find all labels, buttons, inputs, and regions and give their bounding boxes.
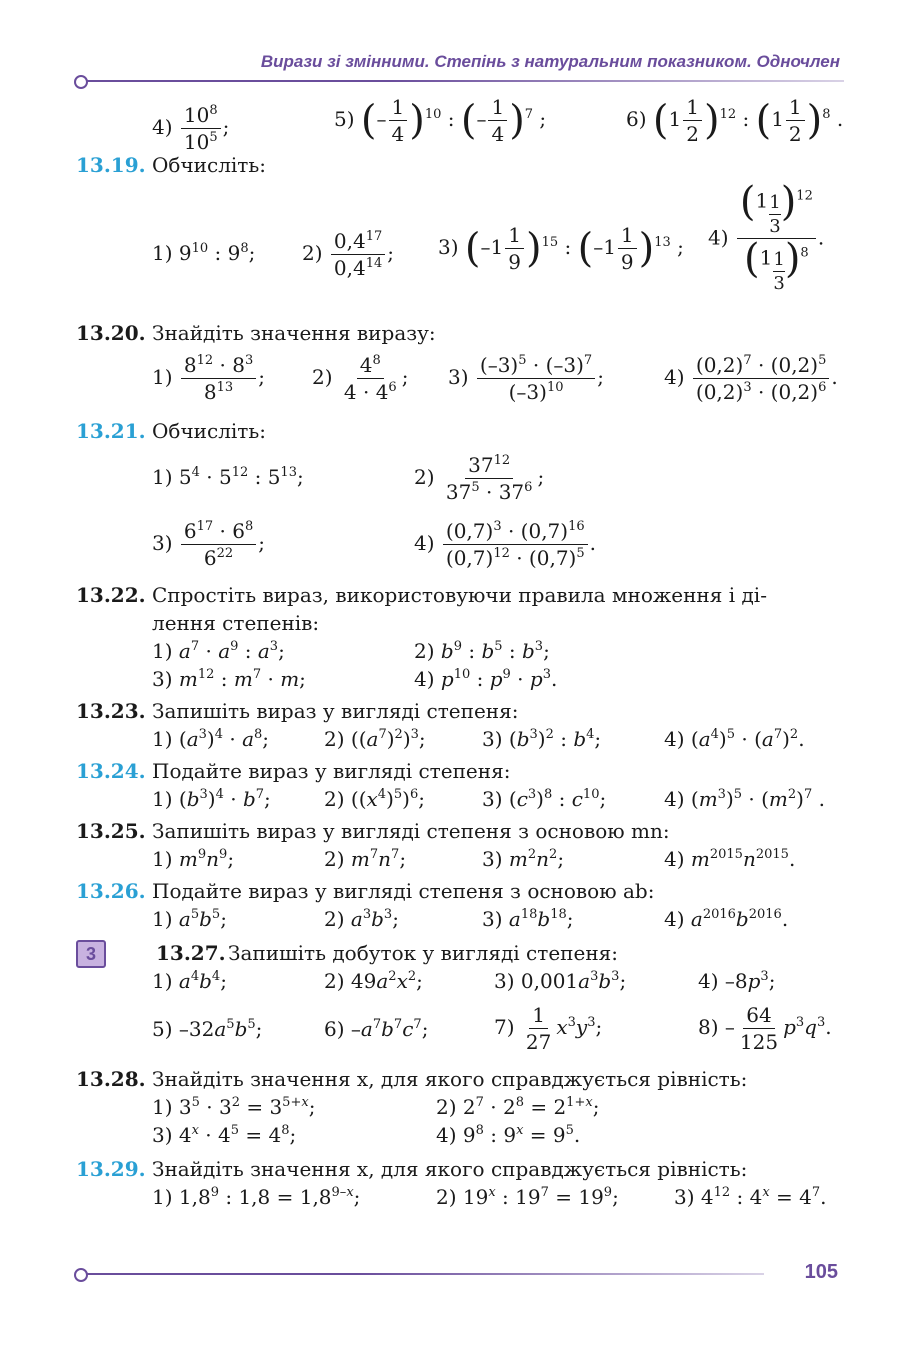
exercise-number: 13.27. [156,941,226,965]
item-6: 6) $-a^7b^7c^7$; [324,1017,429,1041]
exercise-text: Обчисліть: [152,419,266,443]
exercise-number: 13.28. [76,1067,146,1091]
exercise-13-23 [76,698,846,726]
item-4: 4) $-8p^3$; [698,969,776,993]
footer-rule-ring [74,1268,88,1282]
exercise-13-27-items-a [76,968,846,1000]
item-1: 1) $a^7 \cdot a^9$ : $a^3$; [152,639,285,663]
exercise-13-22 [76,582,846,610]
exercise-13-20-items [76,350,846,418]
item-3: 3) $\frac{6^{17} \cdot 6^8}{6^{22}}$ ; [152,519,265,570]
exercise-13-21-items-a [76,448,846,514]
item-1: 1) $m^9n^9$; [152,847,235,871]
item-5: 5) (– $\frac{1}{4}$ )$^{10}$ : (– $\frac{1}{4}$ )$^7$ ; [334,95,547,146]
item-5: 5) $-32a^5b^5$; [152,1017,263,1041]
item-3: 3) $(c^3)^8$ : $c^{10}$; [482,787,607,811]
item-2: 2) $\frac{0,4^{17}}{0,4^{14}}$ ; [302,229,394,280]
exercise-13-27-items-b [76,1000,846,1066]
item-2: 2) $((a^7)^2)^3$; [324,727,426,751]
footer-rule [84,1273,764,1275]
exercise-13-25-items [76,846,846,878]
item-2: 2) $a^3b^3$; [324,907,399,931]
running-header: Вирази зі змінними. Степінь з натуральним показником. Одночлен [260,52,840,71]
header-rule [84,80,844,82]
exercise-13-24-items [76,786,846,818]
item-3: 3) $0,001a^3b^3$; [494,969,627,993]
exercise-13-28 [76,1066,846,1094]
exercise-13-25 [76,818,846,846]
exercise-text: Спростіть вираз, використовуючи правила множення і ді- [152,583,767,607]
item-2: 2) $((x^4)^5)^6$; [324,787,425,811]
item-4: 4) $\frac{(0,2)^7 \cdot (0,2)^5}{(0,2)^3 \cdot (0,2)^6}$ . [664,353,838,404]
exercise-number: 13.23. [76,699,146,723]
item-1: 1) $(a^3)^4 \cdot a^8$; [152,727,270,751]
exercise-13-22-items-a [76,638,846,666]
item-3: 3) $4^x \cdot 4^5 = 4^8$; [152,1123,297,1147]
item-3: 3) $a^{18}b^{18}$; [482,907,574,931]
item-1: 1) $a^4b^4$; [152,969,227,993]
exercise-number: 13.24. [76,759,146,783]
exercise-number: 13.20. [76,321,146,345]
item-4: 4) $p^{10}$ : $p^9 \cdot p^3$. [414,667,558,691]
page-number: 105 [804,1261,838,1283]
exercise-13-21 [76,418,846,448]
item-2: 2) $m^7n^7$; [324,847,407,871]
item-3: 3) $4^{12}$ : $4^x = 4^7$. [674,1185,827,1209]
item-4: 4) $\frac{10^8}{10^5}$ ; [152,103,230,154]
item-1: 1) $(b^3)^4 \cdot b^7$; [152,787,271,811]
exercise-number: 13.22. [76,583,146,607]
item-1: 1) $9^{10}$ : $9^8$; [152,241,256,265]
exercise-13-28-items-b [76,1122,846,1156]
exercise-13-26-items [76,906,846,940]
item-4: 4) $9^8$ : $9^x = 9^5$. [436,1123,581,1147]
item-3: 3) $m^{12}$ : $m^7 \cdot m$; [152,667,306,691]
exercise-text: Подайте вираз у вигляді степеня з основою ab: [152,879,655,903]
header-rule-ring [74,75,88,89]
exercise-13-29-items [76,1184,846,1214]
exercise-13-28-items-a [76,1094,846,1122]
exercise-13-20 [76,320,846,350]
exercise-text: Запишіть вираз у вигляді степеня з основою mn: [152,819,670,843]
item-2: 2) $b^9$ : $b^5$ : $b^3$; [414,639,550,663]
exercise-number: 13.19. [76,153,146,177]
item-4: 4) $\frac{(0,7)^3 \cdot (0,7)^{16}}{(0,7)^{12} \cdot (0,7)^5}$ . [414,519,596,570]
item-3: 3) (–1 $\frac{1}{9}$ )$^{15}$ : (–1 $\frac{1}{9}$ )$^{13}$ ; [438,223,684,274]
exercise-13-23-items [76,726,846,758]
exercise-13-19 [76,152,846,182]
item-8: 8) – $\frac{64}{125}$ $p^3q^3$. [698,1003,832,1054]
item-4: 4) $(a^4)^5 \cdot (a^7)^2$. [664,727,805,751]
exercise-13-18-items [76,90,846,152]
exercise-number: 13.21. [76,419,146,443]
item-4: 4) (1 $\frac{1}{3}$ )$^{12}$ (1 $\frac{1}{3}$ )$^8$ . [708,179,825,295]
difficulty-level-badge: 3 [76,940,106,968]
exercise-number: 13.29. [76,1157,146,1181]
exercise-13-27 [76,940,846,968]
exercise-13-29 [76,1156,846,1184]
exercise-13-26 [76,878,846,906]
exercise-13-22-cont [76,610,846,638]
exercise-text: Знайдіть значення виразу: [152,321,436,345]
item-6: 6) (1 $\frac{1}{2}$ )$^{12}$ : (1 $\frac{1}{2}$ )$^8$ . [626,95,844,146]
exercise-13-19-items [76,179,846,320]
exercise-text: Подайте вираз у вигляді степеня: [152,759,511,783]
item-4: 4) $(m^3)^5 \cdot (m^2)^7$ . [664,787,825,811]
exercise-text: Запишіть вираз у вигляді степеня: [152,699,519,723]
exercise-13-24 [76,758,846,786]
exercise-13-21-items-b [76,514,846,582]
exercise-number: 13.25. [76,819,146,843]
item-4: 4) $m^{2015}n^{2015}$. [664,847,796,871]
exercise-text: Обчисліть: [152,153,266,177]
item-2: 2) $\frac{37^{12}}{37^5 \cdot 37^6}$ ; [414,453,545,504]
exercise-13-22-items-b [76,666,846,698]
item-2: 2) 19$^x$ : $19^7 = 19^9$; [436,1185,619,1209]
item-1: 1) $a^5b^5$; [152,907,227,931]
exercise-text-cont: лення степенів: [152,611,320,635]
exercise-text: Запишіть добуток у вигляді степеня: [228,941,619,965]
exercise-text: Знайдіть значення x, для якого справджується рівність: [152,1067,748,1091]
item-1: 1) $5^4 \cdot 5^{12}$ : $5^{13}$; [152,465,304,489]
item-7: 7) $\frac{1}{27}$ $x^3y^3$; [494,1003,603,1054]
exercise-number: 13.26. [76,879,146,903]
item-2: 2) $\frac{4^8}{4 \cdot 4^6}$ ; [312,353,409,404]
exercise-list [76,90,846,1214]
item-3: 3) $\frac{(-3)^5 \cdot (-3)^7}{(-3)^{10}}$ ; [448,353,604,404]
item-2: 2) $49a^2x^2$; [324,969,423,993]
item-1: 1) $3^5 \cdot 3^2 = 3^{5+x}$; [152,1095,316,1119]
item-3: 3) $(b^3)^2$ : $b^4$; [482,727,602,751]
item-1: 1) $1,8^9$ : $1,8 = 1,8^{9-x}$; [152,1185,361,1209]
item-4: 4) $a^{2016}b^{2016}$. [664,907,789,931]
item-1: 1) $\frac{8^{12} \cdot 8^3}{8^{13}}$ ; [152,353,265,404]
item-2: 2) $2^7 \cdot 2^8 = 2^{1+x}$; [436,1095,600,1119]
exercise-text: Знайдіть значення x, для якого справджується рівність: [152,1157,748,1181]
item-3: 3) $m^2n^2$; [482,847,565,871]
